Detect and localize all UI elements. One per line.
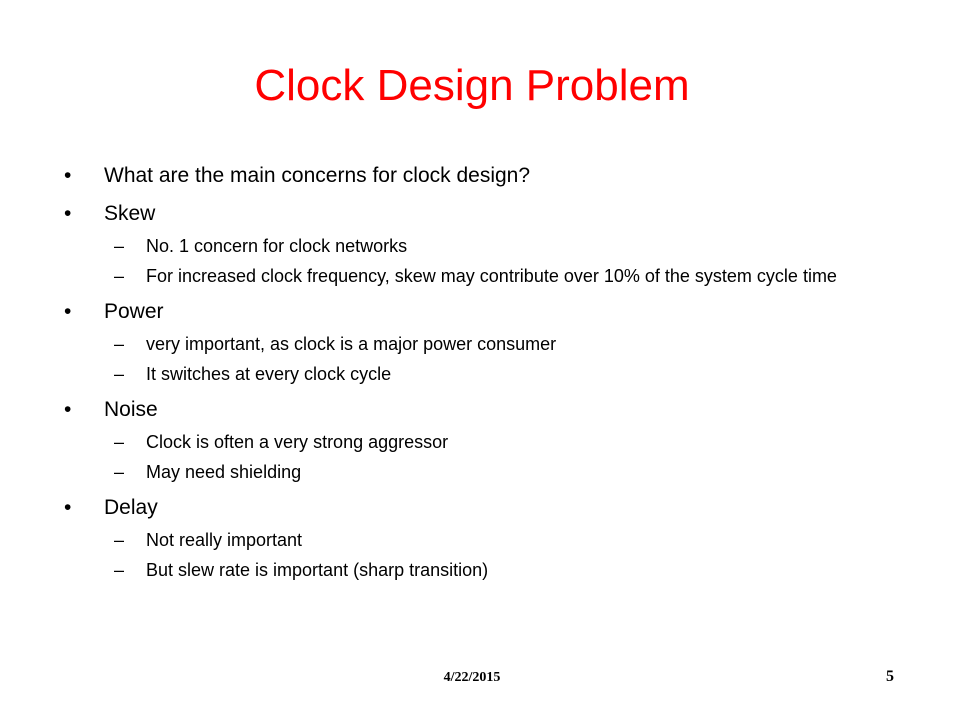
- bullet-level-2: [64, 432, 844, 453]
- bullet-level-1: [64, 396, 844, 424]
- sub-bullet-text: very important, as clock is a major power consumer: [146, 334, 557, 354]
- bullet-item: [64, 162, 844, 190]
- sub-bullet-text: May need shielding: [146, 462, 302, 482]
- bullet-dot-icon: •: [64, 398, 72, 421]
- bullet-dot-icon: •: [64, 300, 72, 323]
- bullet-text: Power: [104, 300, 164, 323]
- bullet-level-1: [64, 200, 844, 228]
- sub-bullet-text: But slew rate is important (sharp transition): [146, 560, 489, 580]
- bullet-level-2: [64, 560, 844, 581]
- page-number: 5: [886, 668, 894, 685]
- dash-icon: –: [114, 530, 125, 550]
- bullet-level-2: [64, 364, 844, 385]
- bullet-level-1: [64, 494, 844, 522]
- sub-bullet-list: [64, 432, 844, 483]
- sub-bullet-text: No. 1 concern for clock networks: [146, 236, 408, 256]
- bullet-level-2: [64, 530, 844, 551]
- dash-icon: –: [114, 560, 125, 580]
- bullet-level-2: [64, 236, 844, 257]
- sub-bullet-list: [64, 530, 844, 581]
- sub-bullet-text: Not really important: [146, 530, 303, 550]
- bullet-level-2: [64, 266, 844, 287]
- bullet-dot-icon: •: [64, 202, 72, 225]
- dash-icon: –: [114, 334, 125, 354]
- bullet-list: [64, 162, 844, 592]
- bullet-level-2: [64, 334, 844, 355]
- sub-bullet-text: Clock is often a very strong aggressor: [146, 432, 449, 452]
- bullet-level-1: [64, 298, 844, 326]
- footer-date: 4/22/2015: [443, 670, 501, 685]
- dash-icon: –: [114, 462, 125, 482]
- bullet-text: What are the main concerns for clock design?: [104, 164, 531, 187]
- bullet-level-2: [64, 462, 844, 483]
- bullet-item: [64, 298, 844, 385]
- sub-bullet-text: For increased clock frequency, skew may contribute over 10% of the system cycle time: [146, 266, 837, 286]
- bullet-text: Noise: [104, 398, 158, 421]
- bullet-text: Delay: [104, 496, 158, 519]
- dash-icon: –: [114, 364, 125, 384]
- slide-title: Clock Design Problem: [254, 61, 690, 110]
- dash-icon: –: [114, 266, 125, 286]
- sub-bullet-list: [64, 236, 844, 287]
- sub-bullet-list: [64, 334, 844, 385]
- bullet-text: Skew: [104, 202, 156, 225]
- bullet-item: [64, 396, 844, 483]
- dash-icon: –: [114, 432, 125, 452]
- sub-bullet-text: It switches at every clock cycle: [146, 364, 392, 384]
- bullet-dot-icon: •: [64, 164, 72, 187]
- bullet-item: [64, 494, 844, 581]
- bullet-level-1: [64, 162, 844, 190]
- bullet-dot-icon: •: [64, 496, 72, 519]
- dash-icon: –: [114, 236, 125, 256]
- bullet-item: [64, 200, 844, 287]
